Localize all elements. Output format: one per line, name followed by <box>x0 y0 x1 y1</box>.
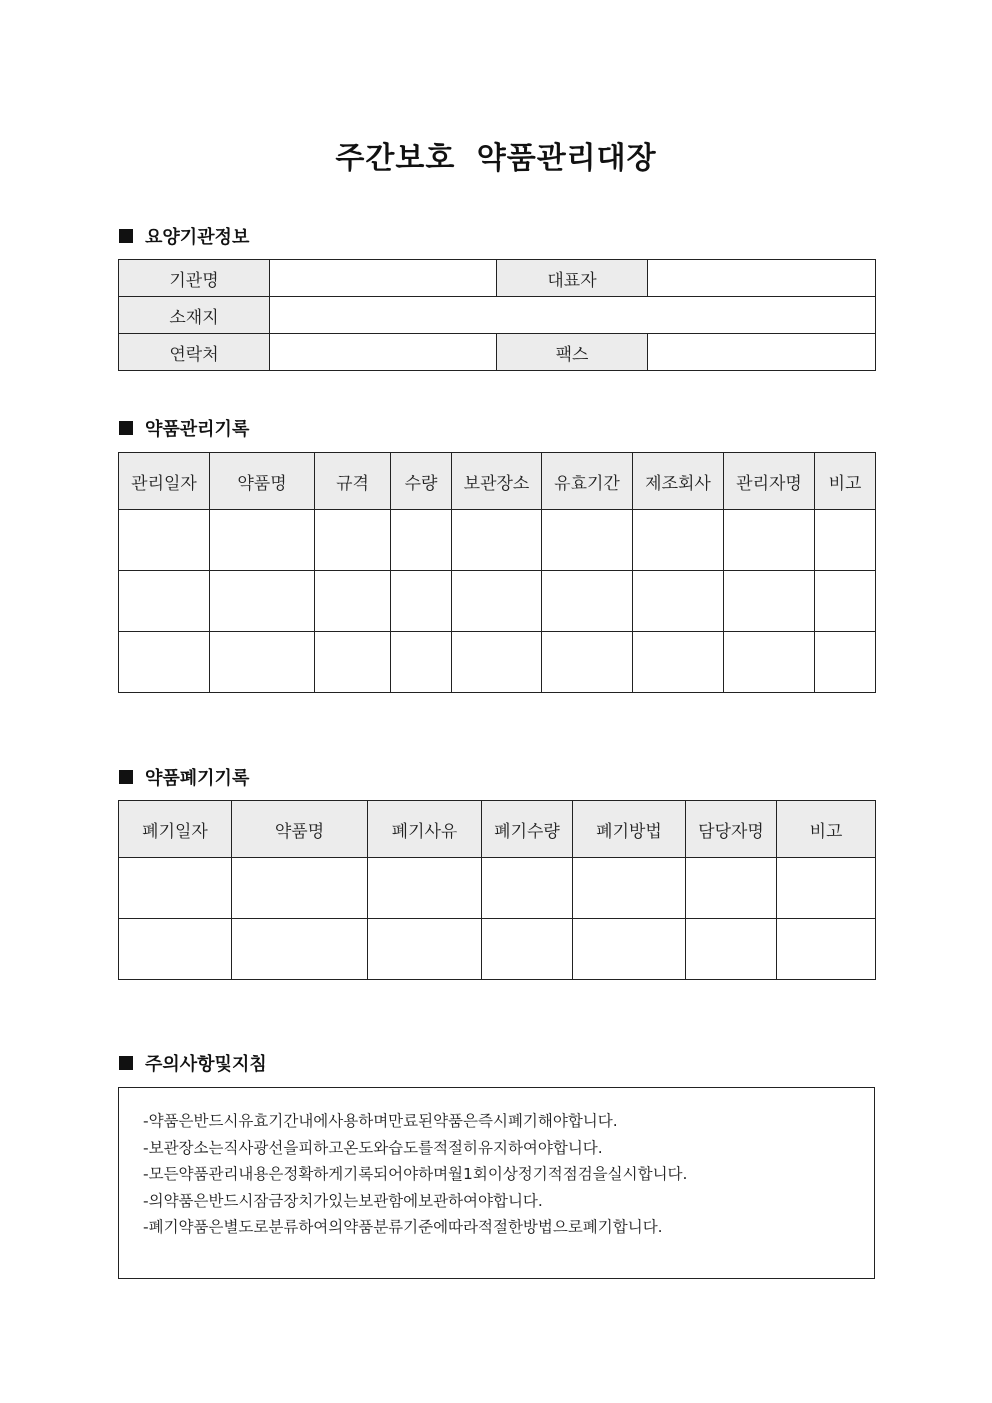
section-title: 약품관리기록 <box>145 419 250 440</box>
table-cell[interactable] <box>210 632 315 693</box>
table-cell[interactable] <box>482 858 573 919</box>
table-cell[interactable] <box>573 919 686 980</box>
table-cell[interactable] <box>232 919 368 980</box>
facility-name-label: 기관명 <box>119 260 270 297</box>
table-row <box>119 297 876 334</box>
table-cell[interactable] <box>452 571 542 632</box>
table-row <box>119 632 876 693</box>
notes-box <box>118 1087 875 1279</box>
table-cell[interactable] <box>315 632 391 693</box>
table-cell[interactable] <box>542 510 633 571</box>
management-records-table <box>118 452 876 693</box>
column-header: 규격 <box>315 453 391 510</box>
column-header: 유효기간 <box>542 453 633 510</box>
table-row <box>119 571 876 632</box>
note-item: -약품은반드시유효기간내에사용하며만료된약품은즉시폐기해야합니다. <box>143 1112 618 1130</box>
table-cell[interactable] <box>119 632 210 693</box>
table-header-row <box>119 453 876 510</box>
section-title: 약품폐기기록 <box>145 768 250 789</box>
table-cell[interactable] <box>633 632 724 693</box>
section-heading-disposal <box>119 764 249 790</box>
column-header: 비고 <box>777 801 876 858</box>
table-cell[interactable] <box>724 510 815 571</box>
table-cell[interactable] <box>391 632 452 693</box>
column-header: 보관장소 <box>452 453 542 510</box>
table-cell[interactable] <box>391 571 452 632</box>
section-heading-notes <box>119 1050 267 1076</box>
fax-field[interactable] <box>648 334 876 371</box>
contact-field[interactable] <box>270 334 497 371</box>
address-label: 소재지 <box>119 297 270 334</box>
table-cell[interactable] <box>686 858 777 919</box>
section-heading-management <box>119 415 249 441</box>
fax-label: 팩스 <box>497 334 648 371</box>
table-cell[interactable] <box>573 858 686 919</box>
table-cell[interactable] <box>542 632 633 693</box>
table-row <box>119 858 876 919</box>
table-cell[interactable] <box>482 919 573 980</box>
table-cell[interactable] <box>119 919 232 980</box>
column-header: 관리자명 <box>724 453 815 510</box>
column-header: 폐기사유 <box>368 801 482 858</box>
table-cell[interactable] <box>815 632 876 693</box>
table-header-row <box>119 801 876 858</box>
address-field[interactable] <box>270 297 876 334</box>
column-header: 약품명 <box>232 801 368 858</box>
table-cell[interactable] <box>368 919 482 980</box>
column-header: 폐기수량 <box>482 801 573 858</box>
table-row <box>119 919 876 980</box>
table-cell[interactable] <box>210 510 315 571</box>
table-cell[interactable] <box>232 858 368 919</box>
table-cell[interactable] <box>315 571 391 632</box>
column-header: 비고 <box>815 453 876 510</box>
table-cell[interactable] <box>119 858 232 919</box>
square-bullet-icon <box>119 229 133 243</box>
table-row <box>119 334 876 371</box>
table-cell[interactable] <box>210 571 315 632</box>
note-item: -폐기약품은별도로분류하여의약품분류기준에따라적절한방법으로폐기합니다. <box>143 1218 663 1236</box>
note-item: -의약품은반드시잠금장치가있는보관함에보관하여야합니다. <box>143 1191 543 1210</box>
table-row <box>119 510 876 571</box>
table-cell[interactable] <box>633 571 724 632</box>
table-cell[interactable] <box>633 510 724 571</box>
table-cell[interactable] <box>119 571 210 632</box>
column-header: 담당자명 <box>686 801 777 858</box>
section-heading-facility-info <box>119 223 249 249</box>
column-header: 수량 <box>391 453 452 510</box>
table-cell[interactable] <box>815 510 876 571</box>
table-cell[interactable] <box>815 571 876 632</box>
note-item: -모든약품관리내용은정확하게기록되어야하며월1회이상정기적점검을실시합니다. <box>143 1165 688 1183</box>
table-cell[interactable] <box>391 510 452 571</box>
column-header: 제조회사 <box>633 453 724 510</box>
table-cell[interactable] <box>452 632 542 693</box>
representative-label: 대표자 <box>497 260 648 297</box>
square-bullet-icon <box>119 1056 133 1070</box>
table-cell[interactable] <box>724 571 815 632</box>
table-row <box>119 260 876 297</box>
table-cell[interactable] <box>452 510 542 571</box>
square-bullet-icon <box>119 421 133 435</box>
section-title: 주의사항및지침 <box>145 1054 267 1075</box>
representative-field[interactable] <box>648 260 876 297</box>
table-cell[interactable] <box>368 858 482 919</box>
note-item: -보관장소는직사광선을피하고온도와습도를적절히유지하여야합니다. <box>143 1138 603 1157</box>
facility-info-table <box>118 259 876 371</box>
column-header: 폐기일자 <box>119 801 232 858</box>
table-cell[interactable] <box>315 510 391 571</box>
column-header: 약품명 <box>210 453 315 510</box>
square-bullet-icon <box>119 770 133 784</box>
page-title: 주간보호 약품관리대장 <box>335 141 657 176</box>
table-cell[interactable] <box>119 510 210 571</box>
table-cell[interactable] <box>686 919 777 980</box>
table-cell[interactable] <box>777 919 876 980</box>
contact-label: 연락처 <box>119 334 270 371</box>
column-header: 관리일자 <box>119 453 210 510</box>
disposal-records-table <box>118 800 876 980</box>
section-title: 요양기관정보 <box>145 227 250 248</box>
table-cell[interactable] <box>777 858 876 919</box>
facility-name-field[interactable] <box>270 260 497 297</box>
table-cell[interactable] <box>542 571 633 632</box>
column-header: 폐기방법 <box>573 801 686 858</box>
table-cell[interactable] <box>724 632 815 693</box>
notes-list <box>119 1088 874 1241</box>
